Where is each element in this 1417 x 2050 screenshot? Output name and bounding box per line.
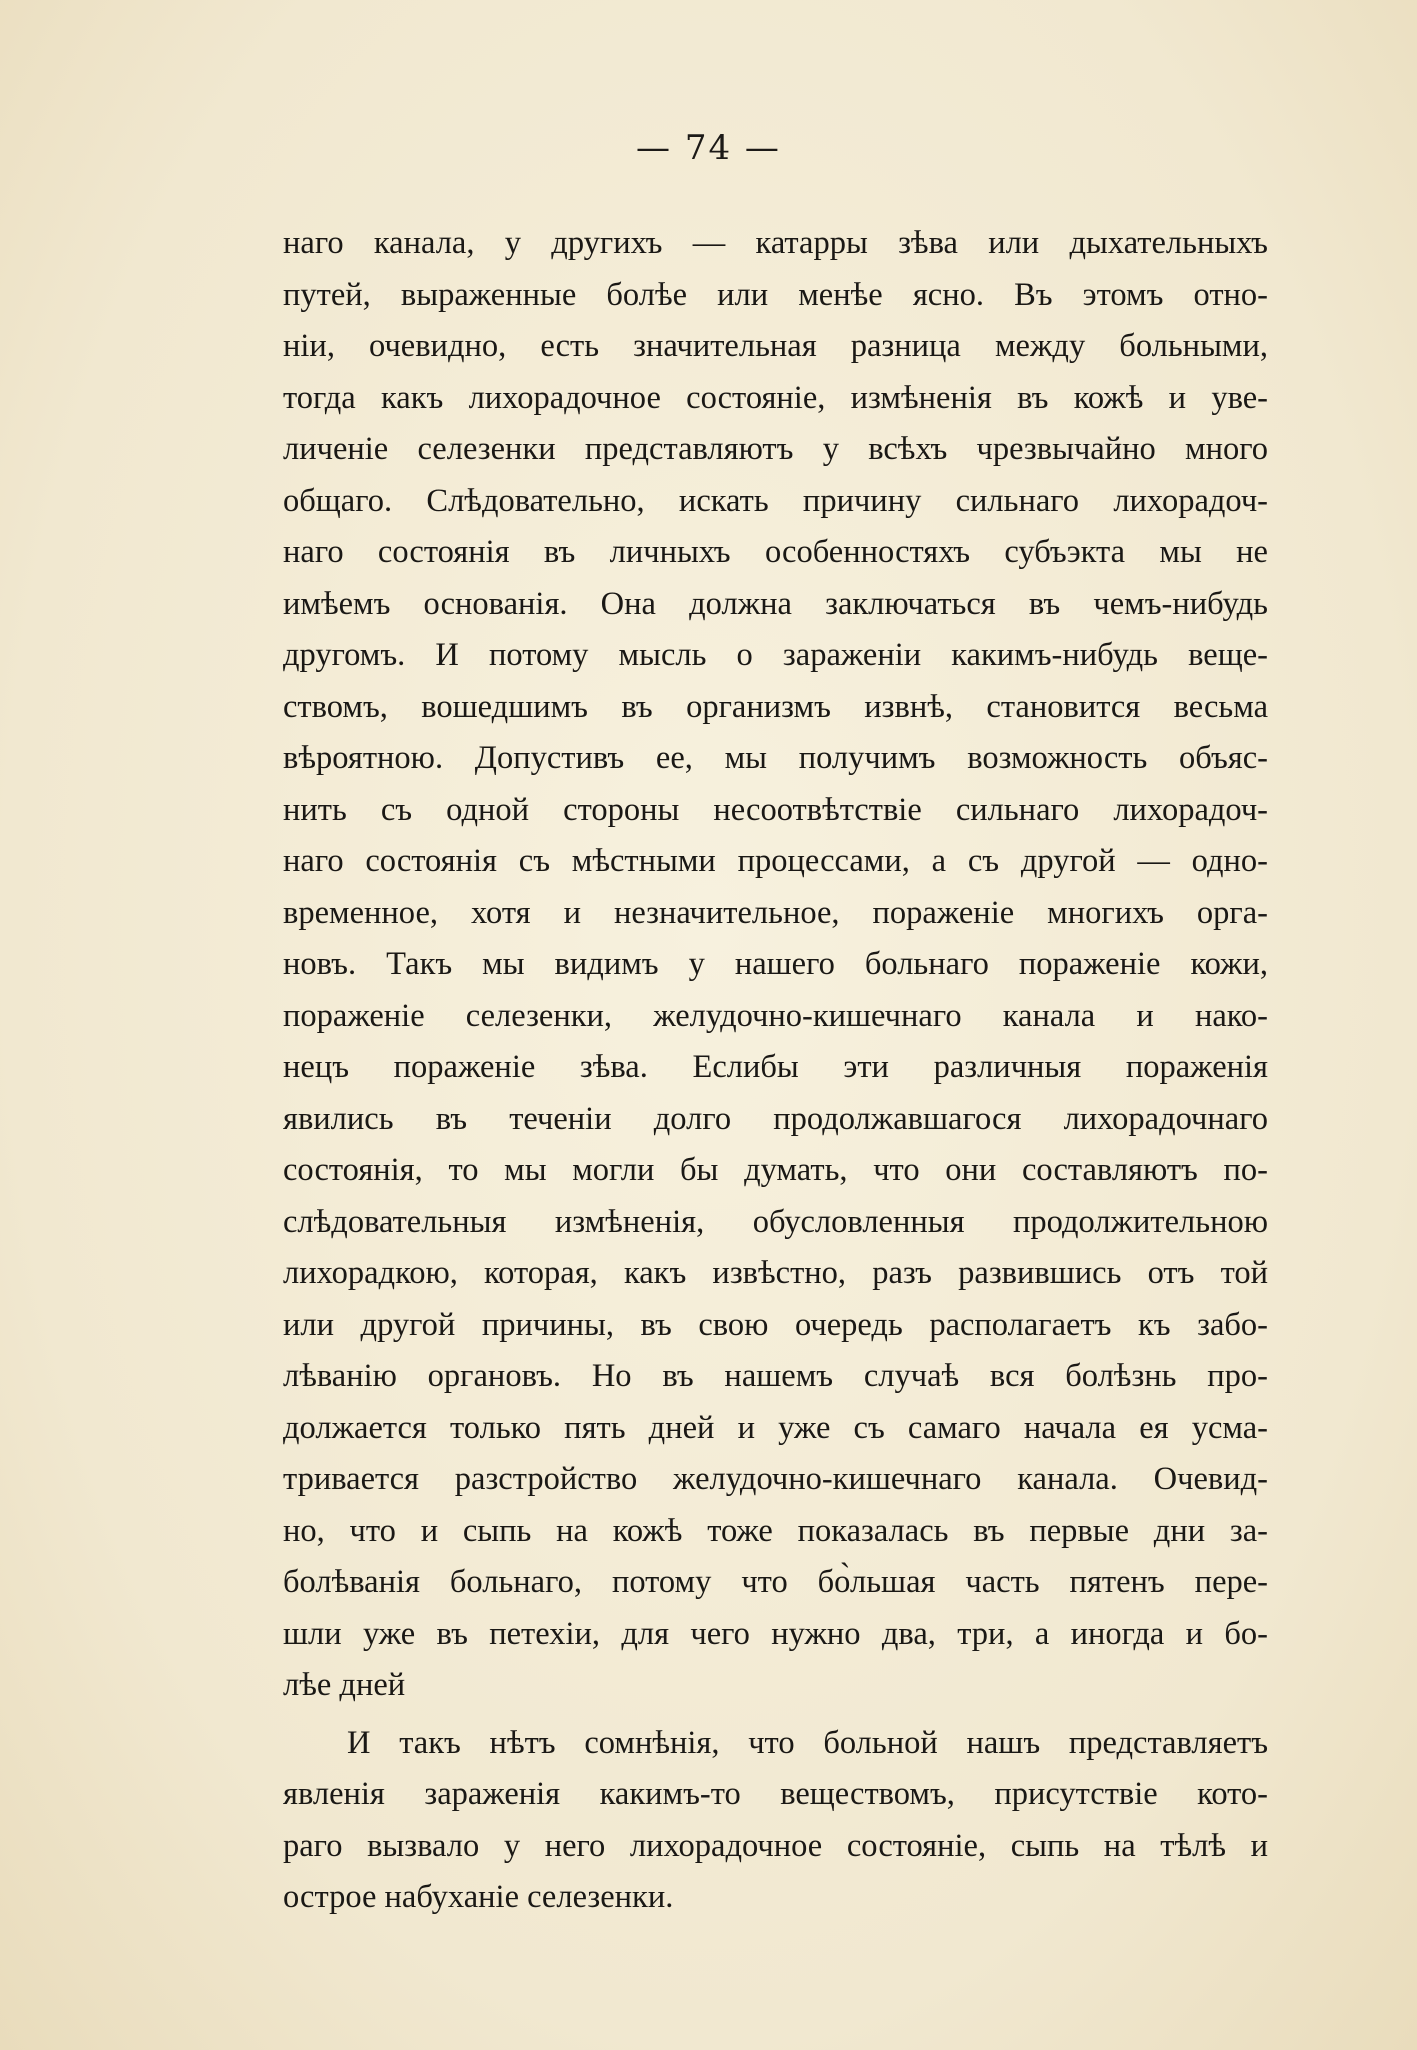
text-line: лѣе дней: [283, 1667, 406, 1703]
text-line: ствомъ, вошедшимъ въ организмъ извнѣ, становится весьма: [283, 688, 1268, 725]
page-number: — 74 —: [636, 128, 781, 168]
text-line: путей, выраженные болѣе или менѣе ясно. Въ этомъ отно-: [283, 276, 1268, 313]
text-line: ніи, очевидно, есть значительная разница между больными,: [283, 328, 1268, 364]
paragraph: [283, 1718, 1268, 1924]
text-line: личеніе селезенки представляютъ у всѣхъ чрезвычайно много: [283, 431, 1268, 467]
text-line: или другой причины, въ свою очередь располагаетъ къ забо-: [283, 1306, 1268, 1343]
text-line: болѣванія больнаго, потому что бо̀льшая часть пятенъ пере-: [283, 1564, 1268, 1600]
text-line: нить съ одной стороны несоотвѣтствіе сильнаго лихорадоч-: [283, 791, 1268, 828]
text-line: И такъ нѣтъ сомнѣнія, что больной нашъ представляетъ: [347, 1724, 1268, 1761]
text-line: наго состоянія съ мѣстными процессами, а съ другой — одно-: [283, 843, 1268, 879]
text-line: лѣванію органовъ. Но въ нашемъ случаѣ вся болѣзнь про-: [283, 1358, 1268, 1394]
text-line: нецъ пораженіе зѣва. Еслибы эти различныя пораженія: [283, 1049, 1268, 1085]
text-line: общаго. Слѣдовательно, искать причину сильнаго лихорадоч-: [283, 482, 1268, 519]
text-line: острое набуханіе селезенки.: [283, 1879, 674, 1915]
body-text: [283, 218, 1268, 1924]
text-line: временное, хотя и незначительное, пораженіе многихъ орга-: [283, 894, 1268, 931]
text-line: тогда какъ лихорадочное состояніе, измѣненія въ кожѣ и уве-: [283, 379, 1268, 416]
text-line: имѣемъ основанія. Она должна заключаться въ чемъ-нибудь: [283, 585, 1268, 622]
text-line: но, что и сыпь на кожѣ тоже показалась въ первые дни за-: [283, 1512, 1268, 1549]
text-line: наго состоянія въ личныхъ особенностяхъ субъэкта мы не: [283, 534, 1268, 570]
paragraph: [283, 218, 1268, 1712]
text-line: слѣдовательныя измѣненія, обусловленныя продолжительною: [283, 1203, 1268, 1240]
text-line: раго вызвало у него лихорадочное состояніе, сыпь на тѣлѣ и: [283, 1827, 1268, 1864]
text-line: явились въ теченіи долго продолжавшагося лихорадочнаго: [283, 1100, 1268, 1137]
text-line: новъ. Такъ мы видимъ у нашего больнаго пораженіе кожи,: [283, 946, 1268, 982]
text-line: вѣроятною. Допустивъ ее, мы получимъ возможность объяс-: [283, 740, 1268, 776]
text-line: другомъ. И потому мысль о зараженіи какимъ-нибудь веще-: [283, 637, 1268, 673]
text-line: тривается разстройство желудочно-кишечнаго канала. Очевид-: [283, 1461, 1268, 1497]
text-line: состоянія, то мы могли бы думать, что они составляютъ по-: [283, 1152, 1268, 1188]
text-line: шли уже въ петехіи, для чего нужно два, три, а иногда и бо-: [283, 1615, 1268, 1652]
text-line: наго канала, у другихъ — катарры зѣва или дыхательныхъ: [283, 225, 1268, 261]
text-line: пораженіе селезенки, желудочно-кишечнаго канала и нако-: [283, 997, 1268, 1034]
text-line: должается только пять дней и уже съ самаго начала ея усма-: [283, 1409, 1268, 1446]
text-line: явленія зараженія какимъ-то веществомъ, присутствіе кото-: [283, 1776, 1268, 1812]
text-line: лихорадкою, которая, какъ извѣстно, разъ развившись отъ той: [283, 1255, 1268, 1291]
